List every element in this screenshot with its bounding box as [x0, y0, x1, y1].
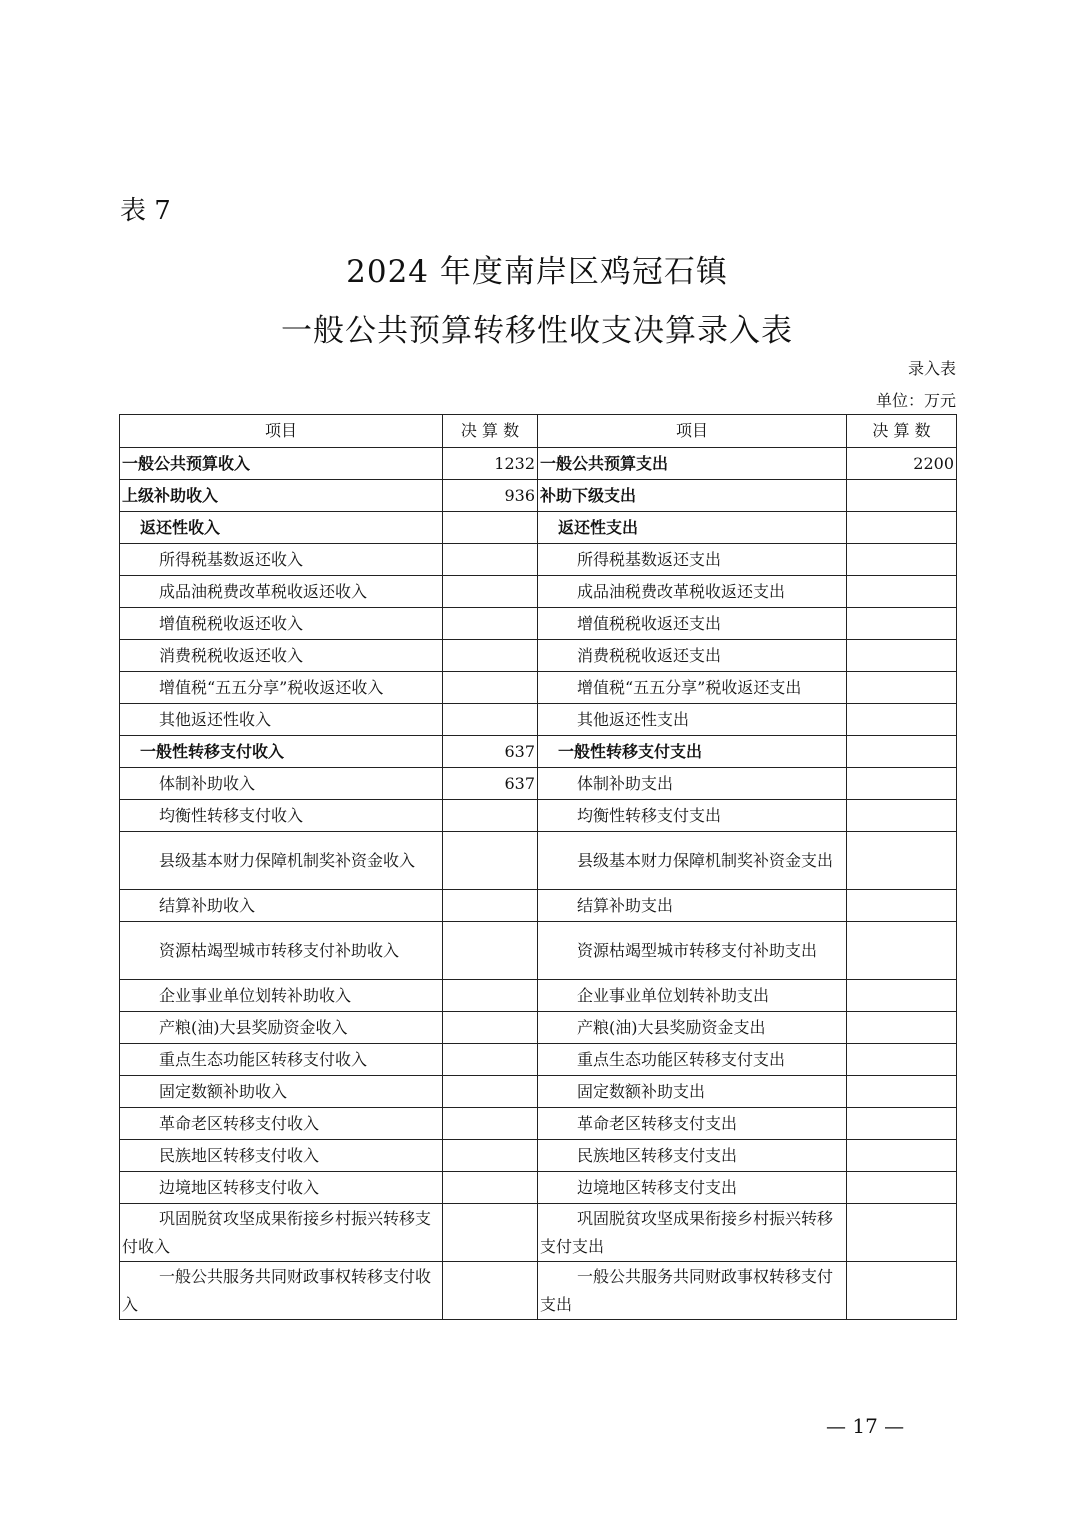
income-item-cell: 结算补助收入 [120, 890, 443, 922]
table-row [120, 544, 957, 576]
table-row [120, 922, 957, 980]
expense-item-cell: 一般性转移支付支出 [538, 736, 847, 768]
expense-item-cell: 重点生态功能区转移支付支出 [538, 1044, 847, 1076]
income-item-cell: 一般公共服务共同财政事权转移支付收入 [120, 1262, 443, 1320]
income-amount-cell [443, 1076, 538, 1108]
expense-amount-cell [847, 480, 957, 512]
income-item-cell: 固定数额补助收入 [120, 1076, 443, 1108]
expense-item-cell: 其他返还性支出 [538, 704, 847, 736]
income-item-cell: 一般性转移支付收入 [120, 736, 443, 768]
expense-amount-cell [847, 704, 957, 736]
column-header-expense-amount: 决 算 数 [847, 415, 957, 448]
expense-amount-cell [847, 1044, 957, 1076]
expense-item-cell: 消费税税收返还支出 [538, 640, 847, 672]
form-type-note: 录入表 [907, 359, 956, 378]
unit-note: 单位：万元 [875, 391, 956, 410]
expense-amount-cell [847, 672, 957, 704]
expense-amount-cell: 2200 [847, 448, 957, 480]
income-amount-cell [443, 1172, 538, 1204]
income-item-cell: 返还性收入 [120, 512, 443, 544]
expense-amount-cell [847, 922, 957, 980]
expense-amount-cell [847, 800, 957, 832]
expense-amount-cell [847, 608, 957, 640]
table-row [120, 980, 957, 1012]
income-item-cell: 一般公共预算收入 [120, 448, 443, 480]
income-amount-cell: 1232 [443, 448, 538, 480]
table-row [120, 736, 957, 768]
expense-item-cell: 体制补助支出 [538, 768, 847, 800]
table-row [120, 1012, 957, 1044]
income-item-cell: 巩固脱贫攻坚成果衔接乡村振兴转移支付收入 [120, 1204, 443, 1262]
income-amount-cell [443, 1140, 538, 1172]
expense-item-cell: 企业事业单位划转补助支出 [538, 980, 847, 1012]
expense-amount-cell [847, 1172, 957, 1204]
income-amount-cell [443, 922, 538, 980]
expense-item-cell: 均衡性转移支付支出 [538, 800, 847, 832]
income-item-cell: 增值税税收返还收入 [120, 608, 443, 640]
table-row [120, 576, 957, 608]
column-header-income-amount: 决 算 数 [443, 415, 538, 448]
expense-item-cell: 革命老区转移支付支出 [538, 1108, 847, 1140]
income-item-cell: 上级补助收入 [120, 480, 443, 512]
expense-item-cell: 成品油税费改革税收返还支出 [538, 576, 847, 608]
expense-amount-cell [847, 980, 957, 1012]
income-amount-cell [443, 1262, 538, 1320]
expense-item-cell: 资源枯竭型城市转移支付补助支出 [538, 922, 847, 980]
expense-item-cell: 返还性支出 [538, 512, 847, 544]
income-amount-cell [443, 704, 538, 736]
expense-item-cell: 县级基本财力保障机制奖补资金支出 [538, 832, 847, 890]
table-row [120, 1044, 957, 1076]
column-header-expense-item: 项目 [538, 415, 847, 448]
table-row [120, 1140, 957, 1172]
expense-item-cell: 巩固脱贫攻坚成果衔接乡村振兴转移支付支出 [538, 1204, 847, 1262]
expense-item-cell: 产粮(油)大县奖励资金支出 [538, 1012, 847, 1044]
income-item-cell: 县级基本财力保障机制奖补资金收入 [120, 832, 443, 890]
income-amount-cell [443, 980, 538, 1012]
income-item-cell: 民族地区转移支付收入 [120, 1140, 443, 1172]
table-number: 表 7 [120, 196, 171, 226]
expense-item-cell: 边境地区转移支付支出 [538, 1172, 847, 1204]
income-amount-cell [443, 640, 538, 672]
table-row [120, 1262, 957, 1320]
table-row [120, 768, 957, 800]
expense-amount-cell [847, 512, 957, 544]
expense-amount-cell [847, 832, 957, 890]
expense-item-cell: 所得税基数返还支出 [538, 544, 847, 576]
income-amount-cell [443, 544, 538, 576]
table-row [120, 480, 957, 512]
income-amount-cell [443, 832, 538, 890]
income-item-cell: 边境地区转移支付收入 [120, 1172, 443, 1204]
transfer-budget-table [119, 414, 957, 1320]
table-row [120, 1108, 957, 1140]
expense-amount-cell [847, 640, 957, 672]
expense-item-cell: 固定数额补助支出 [538, 1076, 847, 1108]
income-item-cell: 其他返还性收入 [120, 704, 443, 736]
income-item-cell: 成品油税费改革税收返还收入 [120, 576, 443, 608]
table-row [120, 832, 957, 890]
income-item-cell: 革命老区转移支付收入 [120, 1108, 443, 1140]
income-item-cell: 增值税“五五分享”税收返还收入 [120, 672, 443, 704]
expense-amount-cell [847, 1108, 957, 1140]
income-item-cell: 所得税基数返还收入 [120, 544, 443, 576]
table-row [120, 1076, 957, 1108]
table-row [120, 800, 957, 832]
income-item-cell: 消费税税收返还收入 [120, 640, 443, 672]
table-row [120, 448, 957, 480]
income-item-cell: 资源枯竭型城市转移支付补助收入 [120, 922, 443, 980]
expense-amount-cell [847, 736, 957, 768]
income-item-cell: 体制补助收入 [120, 768, 443, 800]
table-header-row [120, 415, 957, 448]
income-amount-cell [443, 1204, 538, 1262]
table-row [120, 890, 957, 922]
income-item-cell: 重点生态功能区转移支付收入 [120, 1044, 443, 1076]
income-amount-cell [443, 800, 538, 832]
expense-amount-cell [847, 1262, 957, 1320]
income-amount-cell [443, 576, 538, 608]
expense-amount-cell [847, 1204, 957, 1262]
income-amount-cell [443, 512, 538, 544]
expense-amount-cell [847, 544, 957, 576]
expense-item-cell: 增值税“五五分享”税收返还支出 [538, 672, 847, 704]
expense-amount-cell [847, 1140, 957, 1172]
income-item-cell: 产粮(油)大县奖励资金收入 [120, 1012, 443, 1044]
expense-item-cell: 一般公共服务共同财政事权转移支付支出 [538, 1262, 847, 1320]
table-row [120, 704, 957, 736]
page-number: — 17 — [826, 1414, 905, 1438]
expense-amount-cell [847, 1012, 957, 1044]
document-title-line2: 一般公共预算转移性收支决算录入表 [281, 313, 793, 349]
income-amount-cell [443, 1044, 538, 1076]
expense-item-cell: 结算补助支出 [538, 890, 847, 922]
table-row [120, 672, 957, 704]
expense-amount-cell [847, 1076, 957, 1108]
income-amount-cell: 637 [443, 736, 538, 768]
column-header-income-item: 项目 [120, 415, 443, 448]
income-amount-cell [443, 608, 538, 640]
document-title-line1: 2024 年度南岸区鸡冠石镇 [346, 254, 728, 290]
expense-item-cell: 补助下级支出 [538, 480, 847, 512]
expense-item-cell: 民族地区转移支付支出 [538, 1140, 847, 1172]
expense-amount-cell [847, 768, 957, 800]
table-row [120, 640, 957, 672]
table-row [120, 1172, 957, 1204]
expense-item-cell: 一般公共预算支出 [538, 448, 847, 480]
table-row [120, 512, 957, 544]
income-item-cell: 均衡性转移支付收入 [120, 800, 443, 832]
table-row [120, 608, 957, 640]
income-amount-cell: 637 [443, 768, 538, 800]
income-amount-cell [443, 672, 538, 704]
expense-amount-cell [847, 890, 957, 922]
income-amount-cell [443, 1012, 538, 1044]
expense-item-cell: 增值税税收返还支出 [538, 608, 847, 640]
expense-amount-cell [847, 576, 957, 608]
income-amount-cell [443, 1108, 538, 1140]
income-amount-cell: 936 [443, 480, 538, 512]
income-item-cell: 企业事业单位划转补助收入 [120, 980, 443, 1012]
table-row [120, 1204, 957, 1262]
income-amount-cell [443, 890, 538, 922]
